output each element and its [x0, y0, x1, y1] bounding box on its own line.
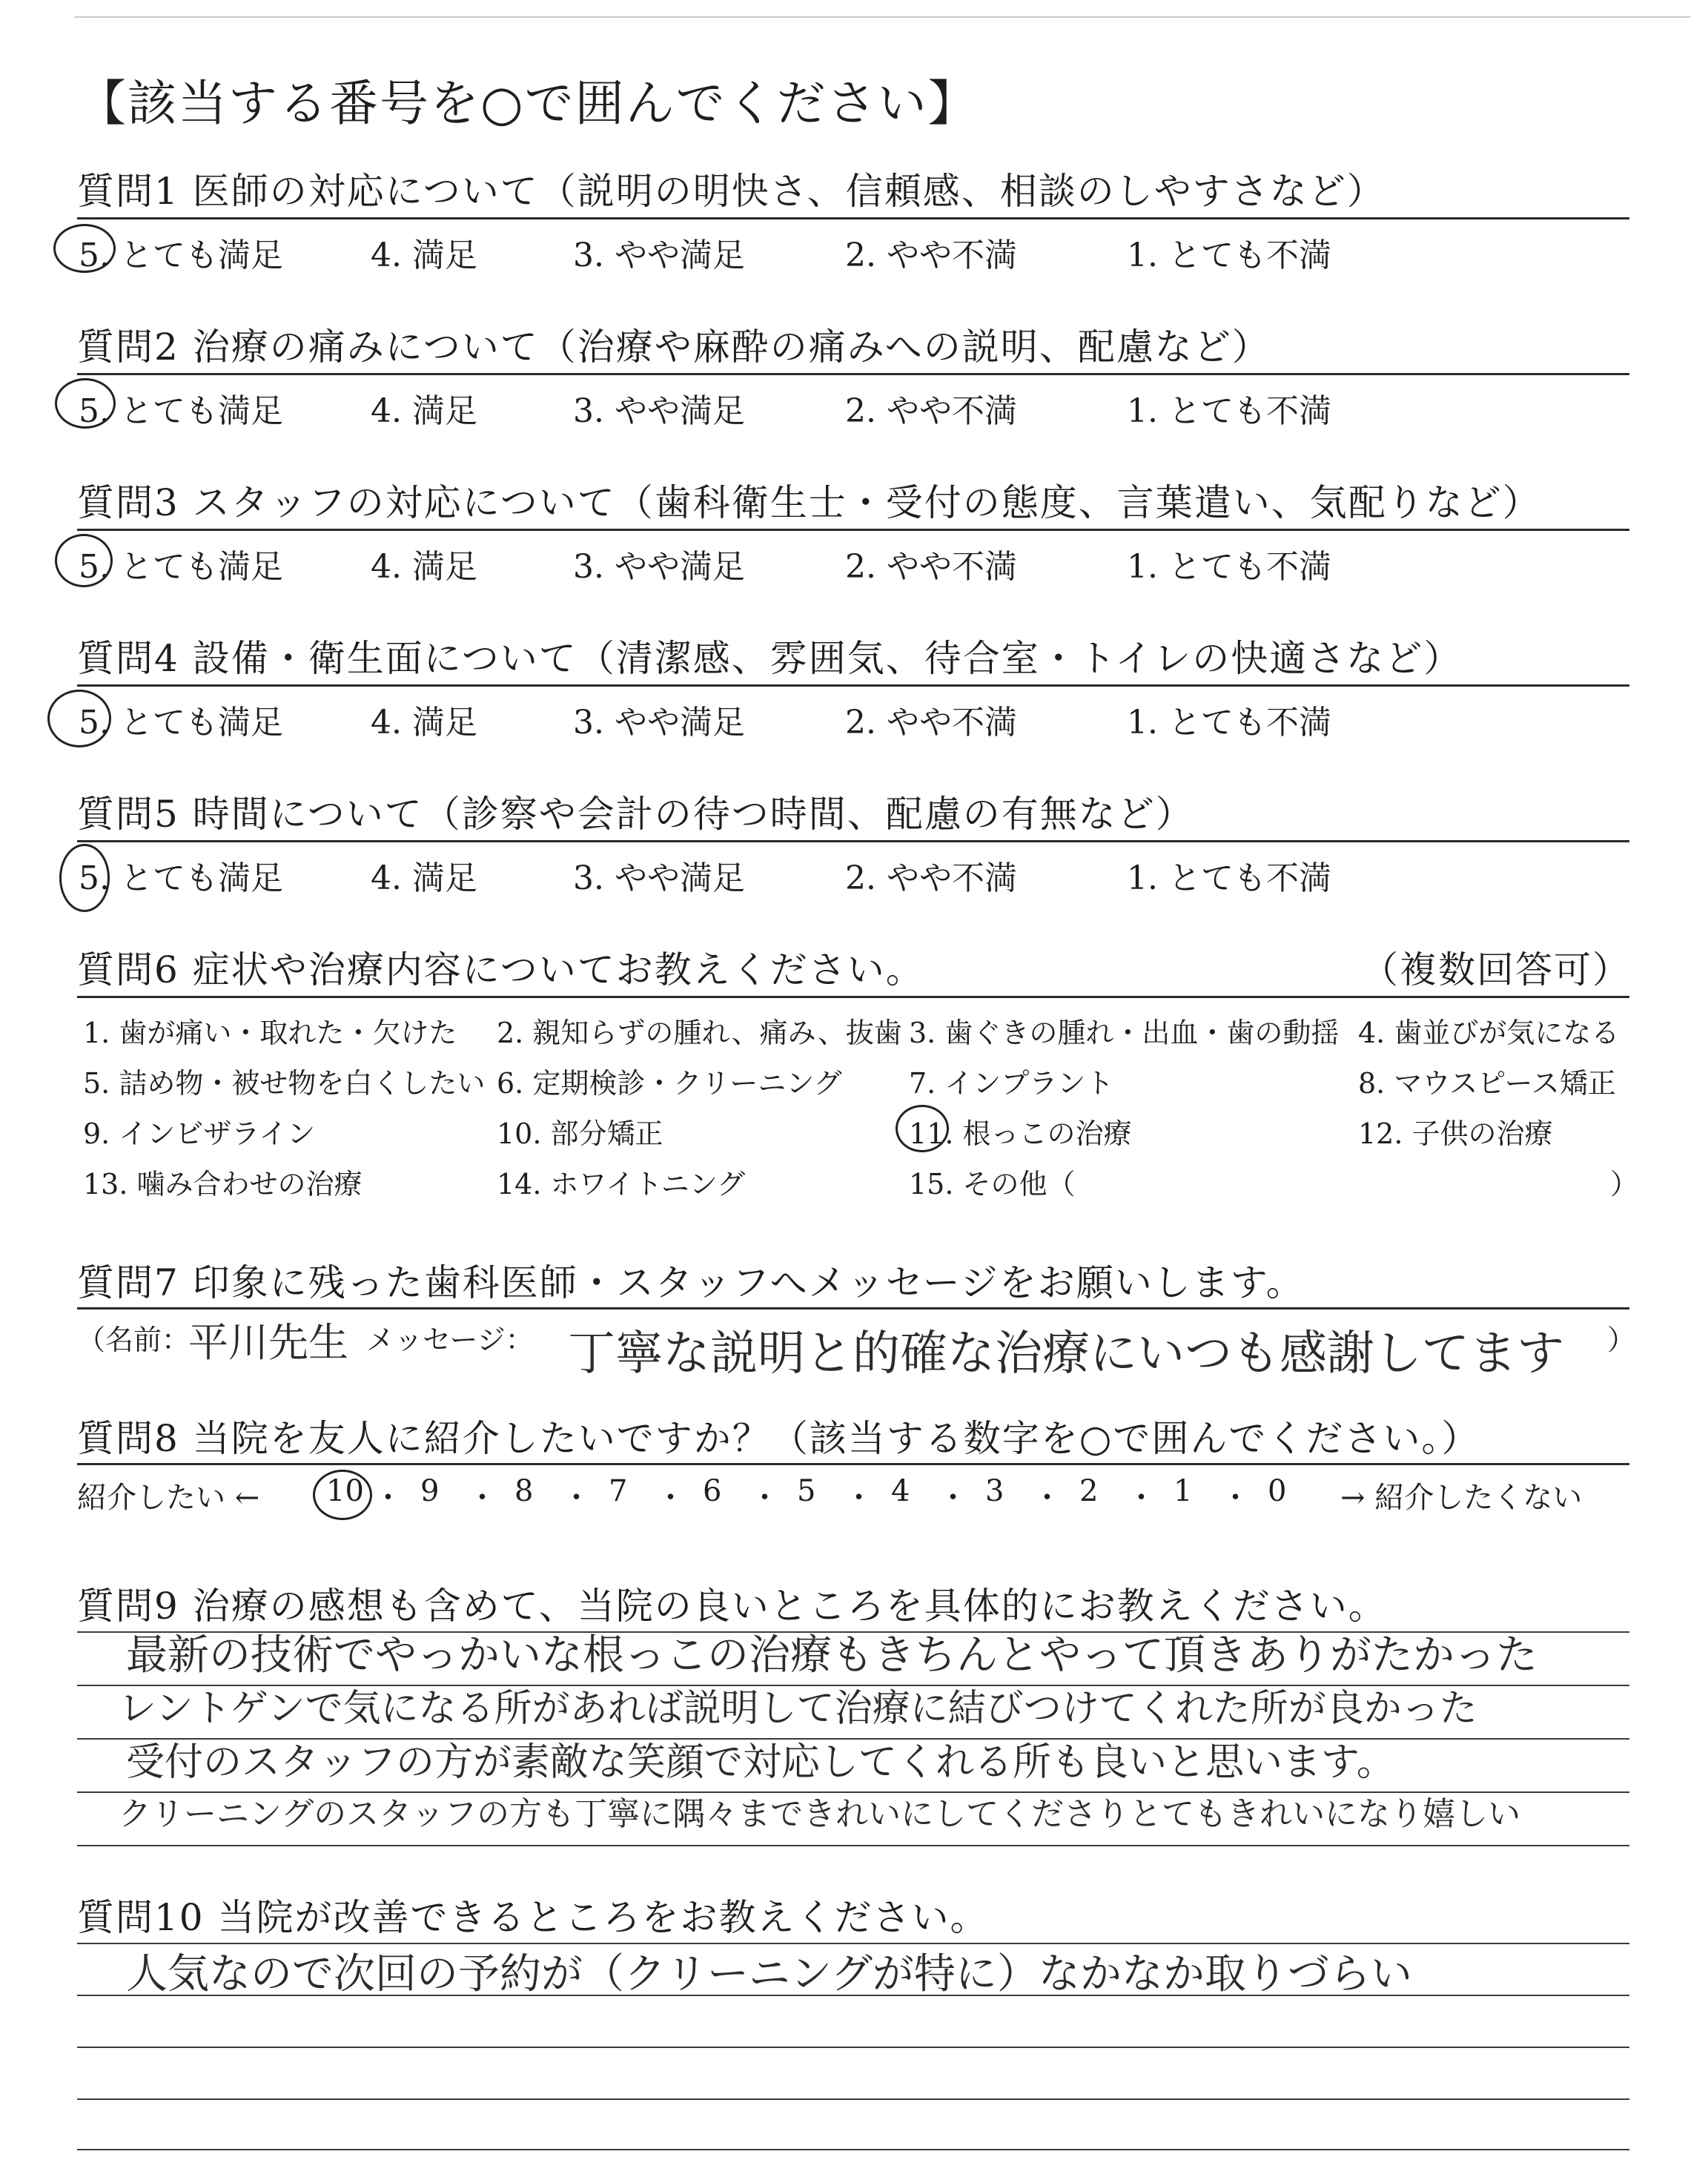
- q8-scale-dot: ・: [655, 1481, 686, 1515]
- question-5-rule: [77, 840, 1629, 842]
- q7-name-label: （名前：: [77, 1324, 191, 1356]
- q6-item-13[interactable]: 13. 噛み合わせの治療: [83, 1168, 363, 1200]
- q10-answer-line-1[interactable]: 人気なので次回の予約が（クリーニングが特に）なかなか取りづらい: [126, 1950, 1412, 1998]
- q8-selection-circle: [313, 1470, 372, 1520]
- q9-answer-line-4[interactable]: クリーニングのスタッフの方も丁寧に隅々まできれいにしてくださりとてもきれいになり嬉しい: [119, 1795, 1521, 1833]
- q9-answer-line-2[interactable]: レントゲンで気になる所があれば説明して治療に結びつけてくれた所が良かった: [119, 1687, 1477, 1731]
- question-5-title: 質問5 時間について（診察や会計の待つ時間、配慮の有無など）: [77, 793, 1194, 836]
- q1-selection-circle: [53, 224, 116, 273]
- q6-item-8[interactable]: 8. マウスピース矯正: [1358, 1067, 1616, 1100]
- question-4-rule: [77, 684, 1629, 687]
- q5-option-5[interactable]: 5. とても満足: [79, 859, 283, 897]
- q6-item-2[interactable]: 2. 親知らずの腫れ、痛み、抜歯: [497, 1017, 902, 1049]
- q8-scale-value-1[interactable]: 1: [1174, 1474, 1193, 1508]
- instruction-heading: 【該当する番号を○で囲んでください】: [77, 75, 979, 132]
- q10-line-5: [77, 2149, 1629, 2150]
- q4-selection-circle: [47, 690, 111, 747]
- q5-option-3[interactable]: 3. やや満足: [573, 859, 745, 897]
- q6-item-1[interactable]: 1. 歯が痛い・取れた・欠けた: [83, 1017, 457, 1049]
- q7-close-paren: ）: [1607, 1324, 1636, 1356]
- q8-scale-value-10[interactable]: 10: [326, 1474, 364, 1508]
- q8-scale-dot: ・: [467, 1481, 497, 1515]
- q8-scale-dot: ・: [1220, 1481, 1251, 1515]
- q6-item-7[interactable]: 7. インプラント: [909, 1067, 1114, 1100]
- q3-selection-circle: [55, 534, 113, 587]
- q8-scale-dot: ・: [561, 1481, 592, 1515]
- q8-scale-value-0[interactable]: 0: [1268, 1474, 1287, 1508]
- question-6-rule: [77, 996, 1629, 998]
- q2-option-2[interactable]: 2. やや不満: [845, 392, 1017, 430]
- q9-answer-line-1[interactable]: 最新の技術でやっかいな根っこの治療もきちんとやって頂きありがたかった: [126, 1631, 1537, 1680]
- q8-scale-value-9[interactable]: 9: [420, 1474, 440, 1508]
- q4-option-4[interactable]: 4. 満足: [371, 704, 477, 742]
- q8-scale-dot: ・: [749, 1481, 780, 1515]
- q4-option-5[interactable]: 5. とても満足: [79, 704, 283, 742]
- q6-item-5[interactable]: 5. 詰め物・被せ物を白くしたい: [83, 1067, 486, 1100]
- q8-scale-value-3[interactable]: 3: [985, 1474, 1004, 1508]
- q5-option-1[interactable]: 1. とても不満: [1127, 859, 1331, 897]
- question-7-rule: [77, 1307, 1629, 1309]
- q8-scale-value-4[interactable]: 4: [891, 1474, 910, 1508]
- question-3-title: 質問3 スタッフの対応について（歯科衛生士・受付の態度、言葉遣い、気配りなど）: [77, 481, 1541, 524]
- q3-option-5[interactable]: 5. とても満足: [79, 548, 283, 586]
- q1-option-2[interactable]: 2. やや不満: [845, 237, 1017, 274]
- q4-option-2[interactable]: 2. やや不満: [845, 704, 1017, 742]
- q5-selection-circle: [59, 844, 110, 912]
- q9-answer-line-3[interactable]: 受付のスタッフの方が素敵な笑顔で対応してくれる所も良いと思います。: [126, 1740, 1395, 1785]
- q6-item-3[interactable]: 3. 歯ぐきの腫れ・出血・歯の動揺: [909, 1017, 1340, 1049]
- question-10-title: 質問10 当院が改善できるところをお教えください。: [77, 1896, 989, 1939]
- q6-item-4[interactable]: 4. 歯並びが気になる: [1358, 1017, 1620, 1049]
- q8-scale-dot: ・: [1032, 1481, 1062, 1515]
- q8-scale-value-2[interactable]: 2: [1079, 1474, 1099, 1508]
- q7-message-label: メッセージ：: [366, 1324, 534, 1356]
- q2-selection-circle: [55, 378, 116, 429]
- question-7-title: 質問7 印象に残った歯科医師・スタッフへメッセージをお願いします。: [77, 1261, 1305, 1304]
- q5-option-4[interactable]: 4. 満足: [371, 859, 477, 897]
- q10-line-4: [77, 2098, 1629, 2100]
- q8-scale-value-7[interactable]: 7: [609, 1474, 628, 1508]
- q3-option-4[interactable]: 4. 満足: [371, 548, 477, 586]
- top-border: [74, 16, 1690, 18]
- q6-item-11[interactable]: 11. 根っこの治療: [909, 1117, 1132, 1150]
- question-9-title: 質問9 治療の感想も含めて、当院の良いところを具体的にお教えください。: [77, 1585, 1387, 1628]
- q3-option-1[interactable]: 1. とても不満: [1127, 548, 1331, 586]
- q6-item-15-close: ）: [1610, 1168, 1639, 1200]
- q1-option-3[interactable]: 3. やや満足: [573, 237, 745, 274]
- question-2-title: 質問2 治療の痛みについて（治療や麻酔の痛みへの説明、配慮など）: [77, 326, 1271, 369]
- q8-scale-dot: ・: [1126, 1481, 1156, 1515]
- q4-option-3[interactable]: 3. やや満足: [573, 704, 745, 742]
- question-6-title: 質問6 症状や治療内容についてお教えください。: [77, 948, 924, 991]
- q8-scale-dot: ・: [938, 1481, 968, 1515]
- question-1-title: 質問1 医師の対応について（説明の明快さ、信頼感、相談のしやすさなど）: [77, 170, 1386, 213]
- q8-scale-dot: ・: [844, 1481, 874, 1515]
- q8-scale-value-8[interactable]: 8: [514, 1474, 534, 1508]
- q2-option-5[interactable]: 5. とても満足: [79, 392, 283, 430]
- question-8-title: 質問8 当院を友人に紹介したいですか？（該当する数字を○で囲んでください。）: [77, 1417, 1480, 1460]
- question-4-title: 質問4 設備・衛生面について（清潔感、雰囲気、待合室・トイレの快適さなど）: [77, 637, 1463, 680]
- q8-right-label: → 紹介したくない: [1340, 1481, 1583, 1515]
- q6-item-11-selection-circle: [896, 1105, 949, 1152]
- q1-option-4[interactable]: 4. 満足: [371, 237, 477, 274]
- q8-scale-value-6[interactable]: 6: [703, 1474, 722, 1508]
- question-2-rule: [77, 373, 1629, 375]
- q7-name-value[interactable]: 平川先生: [188, 1319, 348, 1366]
- q9-line-5: [77, 1845, 1629, 1846]
- q2-option-3[interactable]: 3. やや満足: [573, 392, 745, 430]
- q6-item-10[interactable]: 10. 部分矯正: [497, 1117, 663, 1150]
- q1-option-5[interactable]: 5. とても満足: [79, 237, 283, 274]
- q8-scale-value-5[interactable]: 5: [797, 1474, 816, 1508]
- q6-item-6[interactable]: 6. 定期検診・クリーニング: [497, 1067, 842, 1100]
- q6-item-12[interactable]: 12. 子供の治療: [1358, 1117, 1553, 1150]
- q6-item-9[interactable]: 9. インビザライン: [83, 1117, 316, 1150]
- q6-item-15[interactable]: 15. その他（: [909, 1168, 1076, 1200]
- q3-option-3[interactable]: 3. やや満足: [573, 548, 745, 586]
- question-1-rule: [77, 217, 1629, 219]
- q2-option-1[interactable]: 1. とても不満: [1127, 392, 1331, 430]
- q4-option-1[interactable]: 1. とても不満: [1127, 704, 1331, 742]
- q8-left-label: 紹介したい ←: [77, 1481, 260, 1515]
- q6-item-14[interactable]: 14. ホワイトニング: [497, 1168, 746, 1200]
- question-8-rule: [77, 1463, 1629, 1465]
- q2-option-4[interactable]: 4. 満足: [371, 392, 477, 430]
- question-6-note: （複数回答可）: [1361, 948, 1631, 991]
- q7-message-value[interactable]: 丁寧な説明と的確な治療にいつも感謝してます: [568, 1327, 1564, 1381]
- q3-option-2[interactable]: 2. やや不満: [845, 548, 1017, 586]
- q8-scale-dot: ・: [373, 1481, 403, 1515]
- question-3-rule: [77, 529, 1629, 531]
- q10-line-3: [77, 2047, 1629, 2048]
- q5-option-2[interactable]: 2. やや不満: [845, 859, 1017, 897]
- q1-option-1[interactable]: 1. とても不満: [1127, 237, 1331, 274]
